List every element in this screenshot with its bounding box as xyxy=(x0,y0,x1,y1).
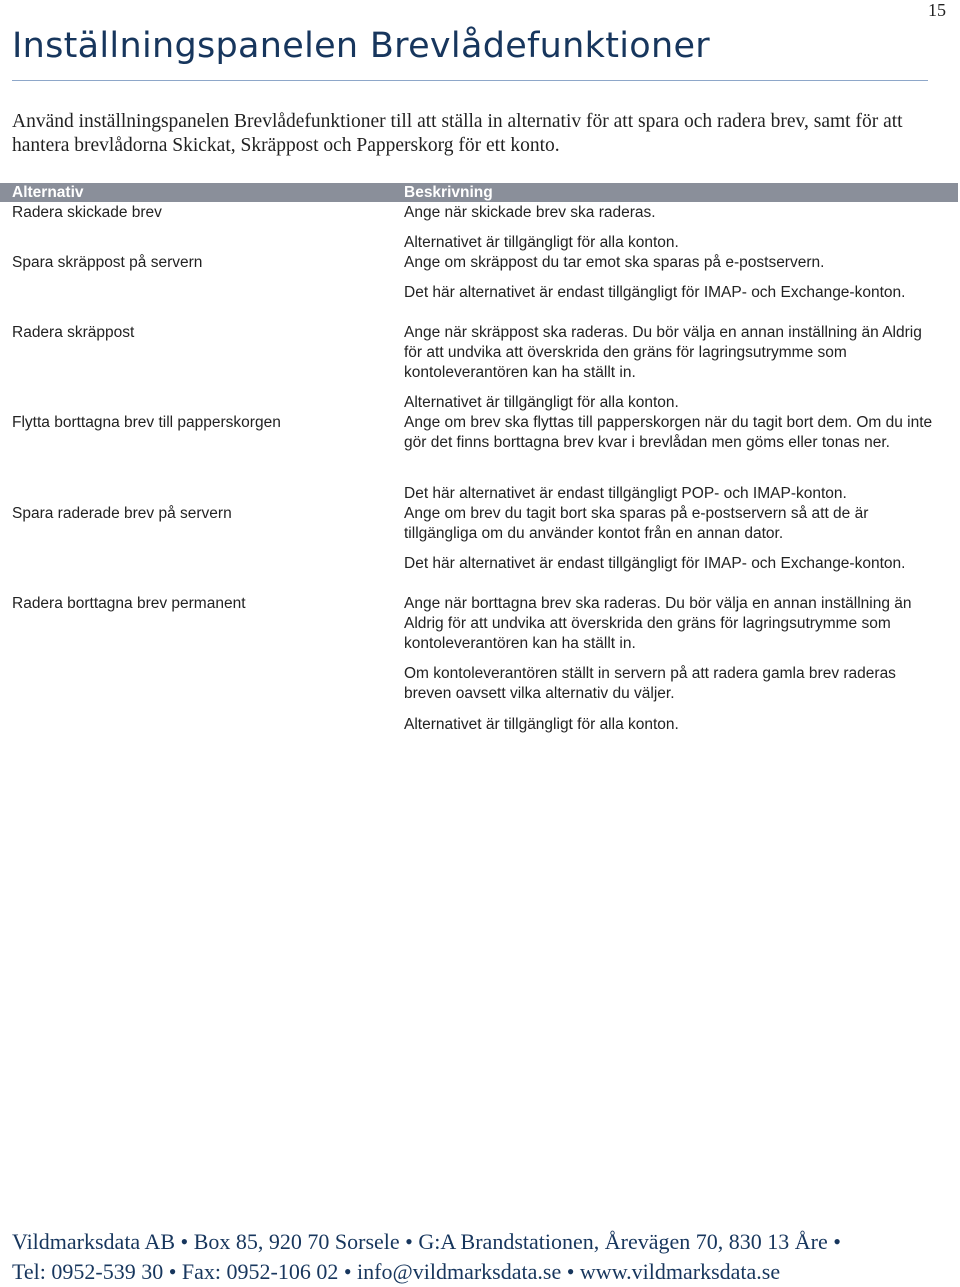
description-cell: Alternativet är tillgängligt för alla konton. xyxy=(404,716,679,733)
description-cell: Det här alternativet är endast tillgängligt för IMAP- och Exchange-konton. xyxy=(404,555,906,572)
description-cell: Alternativet är tillgängligt för alla konton. xyxy=(404,234,679,251)
column-header-alternative: Alternativ xyxy=(12,184,84,201)
description-cell: Ange om skräppost du tar emot ska sparas på e-postservern. xyxy=(404,254,825,271)
description-cell: Ange när skickade brev ska raderas. xyxy=(404,204,656,221)
description-cell: Det här alternativet är endast tillgängligt för IMAP- och Exchange-konton. xyxy=(404,284,906,301)
page-number: 15 xyxy=(928,0,946,20)
page-title: Inställningspanelen Brevlådefunktioner xyxy=(12,26,710,66)
alternative-cell-delete-sent: Radera skickade brev xyxy=(12,204,162,221)
alternative-cell-save-deleted: Spara raderade brev på servern xyxy=(12,505,232,522)
description-cell: Ange när skräppost ska raderas. Du bör välja en annan inställning än Aldrig för att undvika att överskrida den gräns för lagringsutrymme som kontoleverantören kan ha ställt in. xyxy=(404,324,922,381)
intro-paragraph: Använd inställningspanelen Brevlådefunktioner till att ställa in alternativ för att spara och radera brev, samt för att hantera brevlådorna Skickat, Skräppost och Papperskorg för ett konto. xyxy=(12,111,903,156)
footer-address-line: Vildmarksdata AB • Box 85, 920 70 Sorsele • G:A Brandstationen, Årevägen 70, 830 13 Åre • xyxy=(12,1229,841,1254)
column-header-description: Beskrivning xyxy=(404,184,493,201)
description-cell: Ange när borttagna brev ska raderas. Du bör välja en annan inställning än Aldrig för att undvika att överskrida den gräns för lagringsutrymme som kontoleverantören kan ha ställt in. xyxy=(404,595,912,652)
title-underline xyxy=(12,80,928,81)
description-cell: Om kontoleverantören ställt in servern på att radera gamla brev raderas breven oavsett vilka alternativ du väljer. xyxy=(404,665,896,702)
alternative-cell-delete-permanently: Radera borttagna brev permanent xyxy=(12,595,246,612)
alternative-cell-move-to-trash: Flytta borttagna brev till papperskorgen xyxy=(12,414,281,431)
description-cell: Alternativet är tillgängligt för alla konton. xyxy=(404,394,679,411)
description-cell: Ange om brev ska flyttas till papperskorgen när du tagit bort dem. Om du inte gör det finns borttagna brev kvar i brevlådan men göms eller tonas ner. xyxy=(404,414,933,451)
footer-contact-line: Tel: 0952-539 30 • Fax: 0952-106 02 • info@vildmarksdata.se • www.vildmarksdata.se xyxy=(12,1259,781,1284)
alternative-cell-delete-junk: Radera skräppost xyxy=(12,324,135,341)
description-cell: Ange om brev du tagit bort ska sparas på e-postservern så att de är tillgängliga om du använder kontot från en annan dator. xyxy=(404,505,869,542)
description-cell: Det här alternativet är endast tillgängligt POP- och IMAP-konton. xyxy=(404,485,847,502)
alternative-cell-save-junk: Spara skräppost på servern xyxy=(12,254,203,271)
